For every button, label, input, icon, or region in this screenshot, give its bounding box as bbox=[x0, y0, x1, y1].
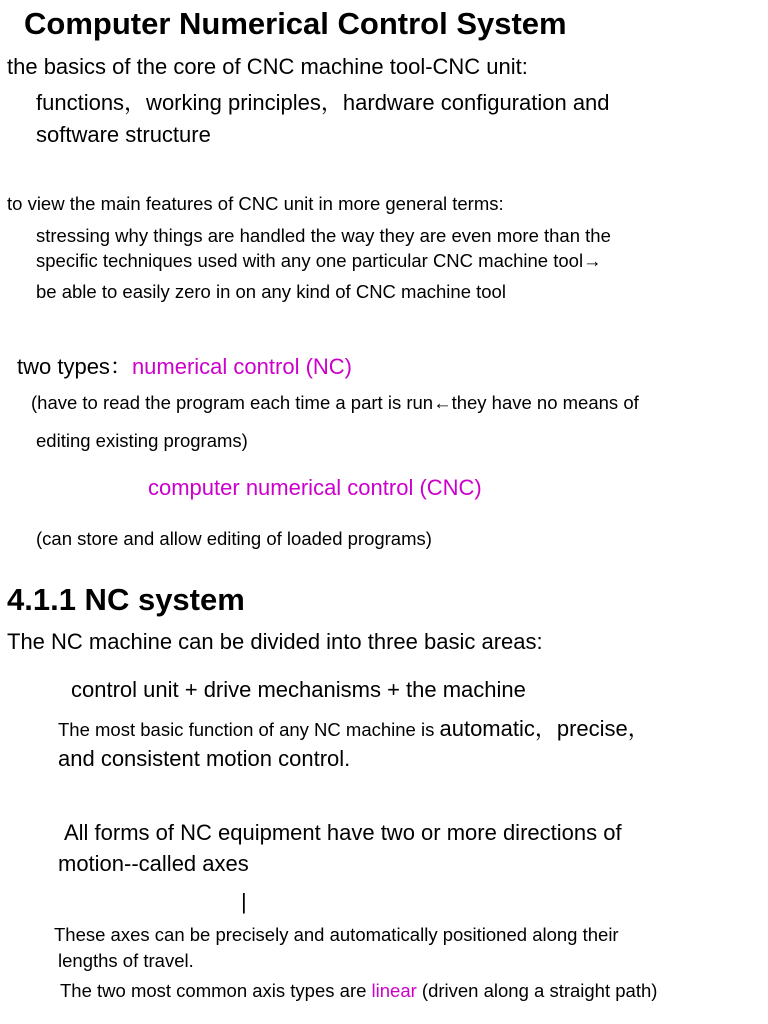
view-line-4: be able to easily zero in on any kind of CNC machine tool bbox=[36, 281, 506, 302]
basic-function-line-1 bbox=[58, 716, 650, 741]
basic-function-line-2: and consistent motion control. bbox=[58, 746, 351, 771]
intro-line-2: functions，working principles，hardware configuration and bbox=[36, 90, 610, 115]
intro-line-1: the basics of the core of CNC machine tool-CNC unit: bbox=[7, 54, 528, 79]
view-line-2: stressing why things are handled the way they are even more than the bbox=[36, 225, 611, 246]
linear-term: linear bbox=[371, 980, 417, 1001]
view-line-1: to view the main features of CNC unit in more general terms: bbox=[7, 193, 504, 214]
areas-line: control unit + drive mechanisms + the machine bbox=[71, 677, 526, 702]
basic-function-large: automatic，precise， bbox=[439, 716, 650, 741]
positioned-line-1: These axes can be precisely and automatically positioned along their bbox=[54, 924, 619, 945]
section-heading: 4.1.1 NC system bbox=[7, 582, 245, 617]
basic-function-small: The most basic function of any NC machine is bbox=[58, 719, 440, 740]
common-types-pre: The two most common axis types are bbox=[60, 980, 372, 1001]
cnc-note: (can store and allow editing of loaded programs) bbox=[36, 528, 432, 549]
common-types-line bbox=[60, 980, 657, 1001]
intro-line-3: software structure bbox=[36, 122, 211, 147]
nc-note-line-2: editing existing programs) bbox=[36, 430, 248, 451]
axes-line-1: All forms of NC equipment have two or more directions of bbox=[64, 820, 622, 845]
types-label: two types： bbox=[17, 354, 132, 379]
down-arrow-icon: | bbox=[241, 889, 247, 914]
common-types-post: (driven along a straight path) bbox=[416, 980, 658, 1001]
nc-note-line-1: (have to read the program each time a part is run←they have no means of bbox=[31, 392, 639, 413]
types-line bbox=[17, 354, 352, 379]
cnc-type: computer numerical control (CNC) bbox=[148, 475, 482, 500]
axes-line-2: motion--called axes bbox=[58, 851, 249, 876]
divided-line: The NC machine can be divided into three basic areas: bbox=[7, 629, 543, 654]
view-line-3: specific techniques used with any one particular CNC machine tool→ bbox=[36, 250, 602, 271]
page-title: Computer Numerical Control System bbox=[24, 6, 567, 41]
nc-type: numerical control (NC) bbox=[131, 354, 352, 379]
positioned-line-2: lengths of travel. bbox=[58, 950, 194, 971]
